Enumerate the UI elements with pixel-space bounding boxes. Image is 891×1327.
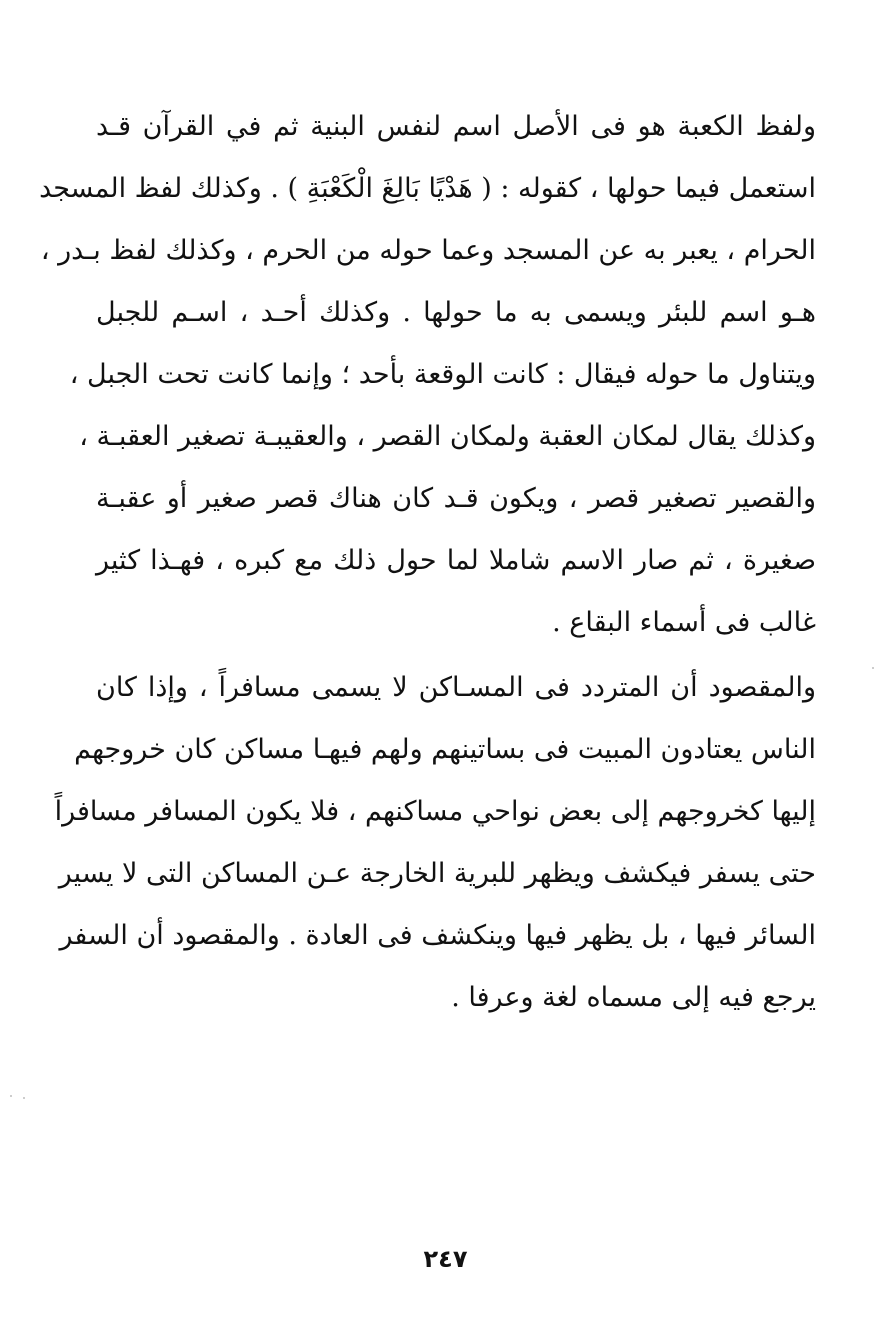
text-line: الحرام ، يعبر به عن المسجد وعما حوله من الحرم ، وكذلك لفظ بـدر ، <box>40 235 816 266</box>
paragraph-kaaba-term <box>39 96 816 654</box>
text-line: والمقصود أن المتردد فى المسـاكن لا يسمى مسافراً ، وإذا كان <box>96 672 816 703</box>
text-line: ولفظ الكعبة هو فى الأصل اسم لنفس البنية ثم في القرآن قـد <box>96 111 816 142</box>
page-number: ٢٤٧ <box>423 1245 468 1273</box>
text-line: وكذلك يقال لمكان العقبة ولمكان القصر ، والعقيبـة تصغير العقبـة ، <box>79 421 816 452</box>
scan-speck <box>10 1095 12 1097</box>
text-line: غالب فى أسماء البقاع . <box>552 607 816 638</box>
text-line: هـو اسم للبئر ويسمى به ما حولها . وكذلك أحـد ، اسـم للجبل <box>96 297 816 328</box>
scan-speck <box>872 667 874 669</box>
text-line: إليها كخروجهم إلى بعض نواحي مساكنهم ، فلا يكون المسافر مسافراً <box>54 796 816 827</box>
scan-speck <box>23 1097 25 1099</box>
text-line: الناس يعتادون المبيت فى بساتينهم ولهم فيهـا مساكن كان خروجهم <box>74 734 816 765</box>
paragraph-traveler-definition <box>54 657 816 1029</box>
text-line: والقصير تصغير قصر ، ويكون قـد كان هناك قصر صغير أو عقبـة <box>96 483 816 514</box>
text-line: استعمل فيما حولها ، كقوله : ( هَدْيًا بَالِغَ الْكَعْبَةِ ) . وكذلك لفظ المسجد <box>39 173 816 204</box>
text-line: صغيرة ، ثم صار الاسم شاملا لما حول ذلك مع كبره ، فهـذا كثير <box>96 545 816 576</box>
text-line: ويتناول ما حوله فيقال : كانت الوقعة بأحد ؛ وإنما كانت تحت الجبل ، <box>69 359 816 390</box>
text-line: السائر فيها ، بل يظهر فيها وينكشف فى العادة . والمقصود أن السفر <box>59 920 816 951</box>
text-line: حتى يسفر فيكشف ويظهر للبرية الخارجة عـن المساكن التى لا يسير <box>58 858 816 889</box>
text-line: يرجع فيه إلى مسماه لغة وعرفا . <box>451 982 816 1013</box>
